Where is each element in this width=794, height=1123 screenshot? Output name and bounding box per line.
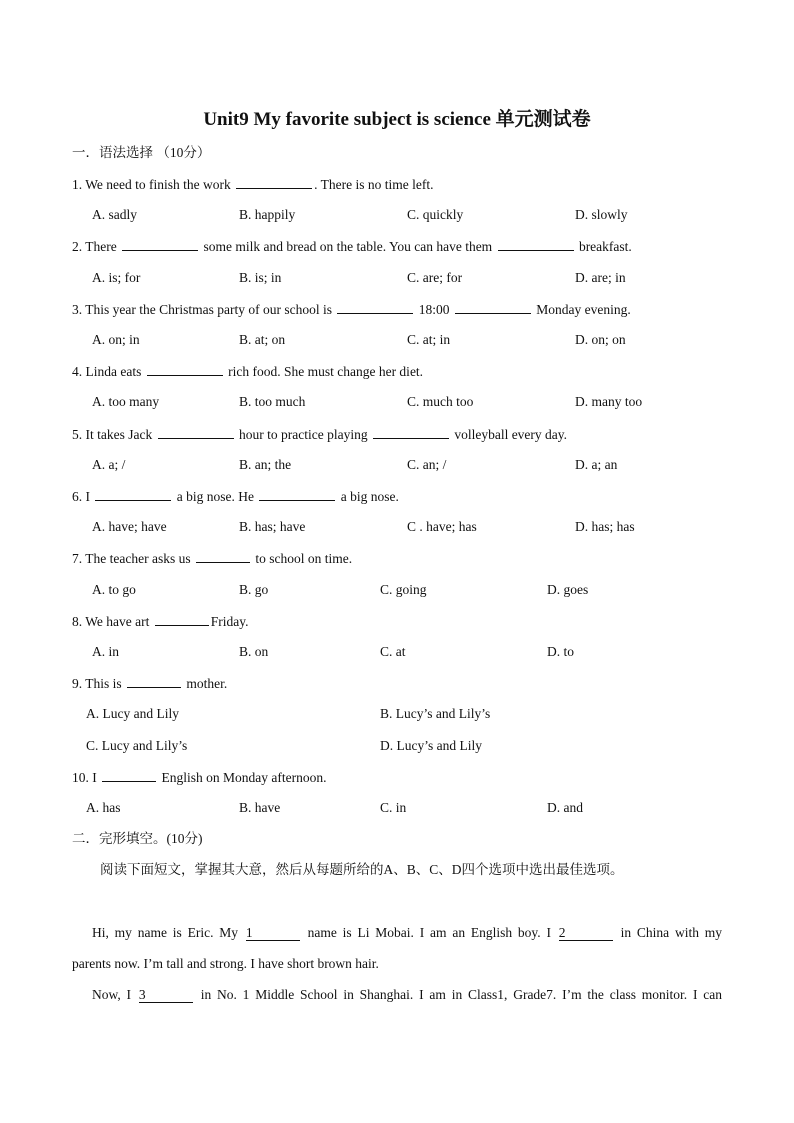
answer-blank[interactable]	[102, 769, 156, 782]
question-10: 10. I English on Monday afternoon.	[72, 770, 327, 785]
option-b[interactable]: B. on	[239, 644, 269, 659]
option-c[interactable]: C. going	[380, 582, 427, 597]
option-a[interactable]: A. to go	[92, 582, 136, 597]
option-c[interactable]: C. at; in	[407, 332, 451, 347]
answer-blank[interactable]	[259, 488, 335, 501]
option-a[interactable]: A. too many	[92, 394, 160, 409]
answer-blank[interactable]	[196, 550, 250, 563]
answer-blank[interactable]	[337, 301, 413, 314]
cloze-blank[interactable]: 3	[139, 988, 193, 1003]
option-c[interactable]: C. much too	[407, 394, 474, 409]
answer-blank[interactable]	[95, 488, 171, 501]
question-7: 7. The teacher asks us to school on time.	[72, 551, 353, 566]
option-a[interactable]: A. have; have	[92, 519, 167, 534]
option-d[interactable]: D. a; an	[575, 457, 618, 472]
option-d[interactable]: D. goes	[547, 582, 589, 597]
section2-heading: 二．完形填空。(10分)	[72, 831, 203, 846]
option-b[interactable]: B. has; have	[239, 519, 306, 534]
option-d[interactable]: D. Lucy’s and Lily	[380, 738, 482, 753]
question-1: 1. We need to finish the work . There is no time left.	[72, 177, 434, 192]
option-c[interactable]: C. are; for	[407, 270, 463, 285]
option-c[interactable]: C. Lucy and Lily’s	[86, 738, 188, 753]
answer-blank[interactable]	[498, 238, 574, 251]
option-c[interactable]: C. quickly	[407, 207, 464, 222]
answer-blank[interactable]	[122, 238, 198, 251]
option-d[interactable]: D. slowly	[575, 207, 628, 222]
answer-blank[interactable]	[236, 176, 312, 189]
option-d[interactable]: D. many too	[575, 394, 643, 409]
question-2: 2. There some milk and bread on the table. You can have them breakfast.	[72, 239, 632, 254]
option-c[interactable]: C. an; /	[407, 457, 447, 472]
option-d[interactable]: D. on; on	[575, 332, 626, 347]
option-b[interactable]: B. too much	[239, 394, 306, 409]
page-title: Unit9 My favorite subject is science 单元测试卷	[203, 109, 591, 130]
option-b[interactable]: B. have	[239, 800, 281, 815]
passage-line: parents now. I’m tall and strong. I have short brown hair.	[72, 956, 379, 971]
option-d[interactable]: D. are; in	[575, 270, 626, 285]
option-a[interactable]: A. in	[92, 644, 119, 659]
cloze-blank[interactable]: 1	[246, 926, 300, 941]
option-a[interactable]: A. sadly	[92, 207, 137, 222]
option-b[interactable]: B. Lucy’s and Lily’s	[380, 706, 491, 721]
question-8: 8. We have art Friday.	[72, 614, 249, 629]
answer-blank[interactable]	[158, 426, 234, 439]
option-c[interactable]: C . have; has	[407, 519, 477, 534]
option-b[interactable]: B. is; in	[239, 270, 282, 285]
answer-blank[interactable]	[155, 613, 209, 626]
question-6: 6. I a big nose. He a big nose.	[72, 489, 399, 504]
option-a[interactable]: A. has	[86, 800, 121, 815]
answer-blank[interactable]	[147, 363, 223, 376]
option-a[interactable]: A. is; for	[92, 270, 141, 285]
option-b[interactable]: B. at; on	[239, 332, 286, 347]
option-b[interactable]: B. happily	[239, 207, 296, 222]
option-b[interactable]: B. an; the	[239, 457, 292, 472]
option-c[interactable]: C. at	[380, 644, 406, 659]
option-c[interactable]: C. in	[380, 800, 407, 815]
passage-line: Now, I 3 in No. 1 Middle School in Shanghai. I am in Class1, Grade7. I’m the class monitor. I can	[92, 987, 722, 1002]
cloze-blank[interactable]: 2	[559, 926, 613, 941]
question-3: 3. This year the Christmas party of our school is 18:00 Monday evening.	[72, 302, 631, 317]
option-a[interactable]: A. Lucy and Lily	[86, 706, 179, 721]
question-5: 5. It takes Jack hour to practice playing volleyball every day.	[72, 427, 568, 442]
option-d[interactable]: D. to	[547, 644, 574, 659]
option-b[interactable]: B. go	[239, 582, 269, 597]
option-d[interactable]: D. and	[547, 800, 583, 815]
answer-blank[interactable]	[373, 426, 449, 439]
question-4: 4. Linda eats rich food. She must change her diet.	[72, 364, 424, 379]
option-a[interactable]: A. a; /	[92, 457, 126, 472]
question-9: 9. This is mother.	[72, 676, 228, 691]
answer-blank[interactable]	[127, 675, 181, 688]
answer-blank[interactable]	[455, 301, 531, 314]
option-a[interactable]: A. on; in	[92, 332, 140, 347]
passage-line: Hi, my name is Eric. My 1 name is Li Mobai. I am an English boy. I 2 in China with my	[92, 925, 723, 940]
section1-heading: 一．语法选择 （10分）	[72, 145, 211, 160]
option-d[interactable]: D. has; has	[575, 519, 635, 534]
section2-instruction: 阅读下面短文，掌握其大意，然后从每题所给的A、B、C、D四个选项中选出最佳选项。	[100, 862, 624, 877]
